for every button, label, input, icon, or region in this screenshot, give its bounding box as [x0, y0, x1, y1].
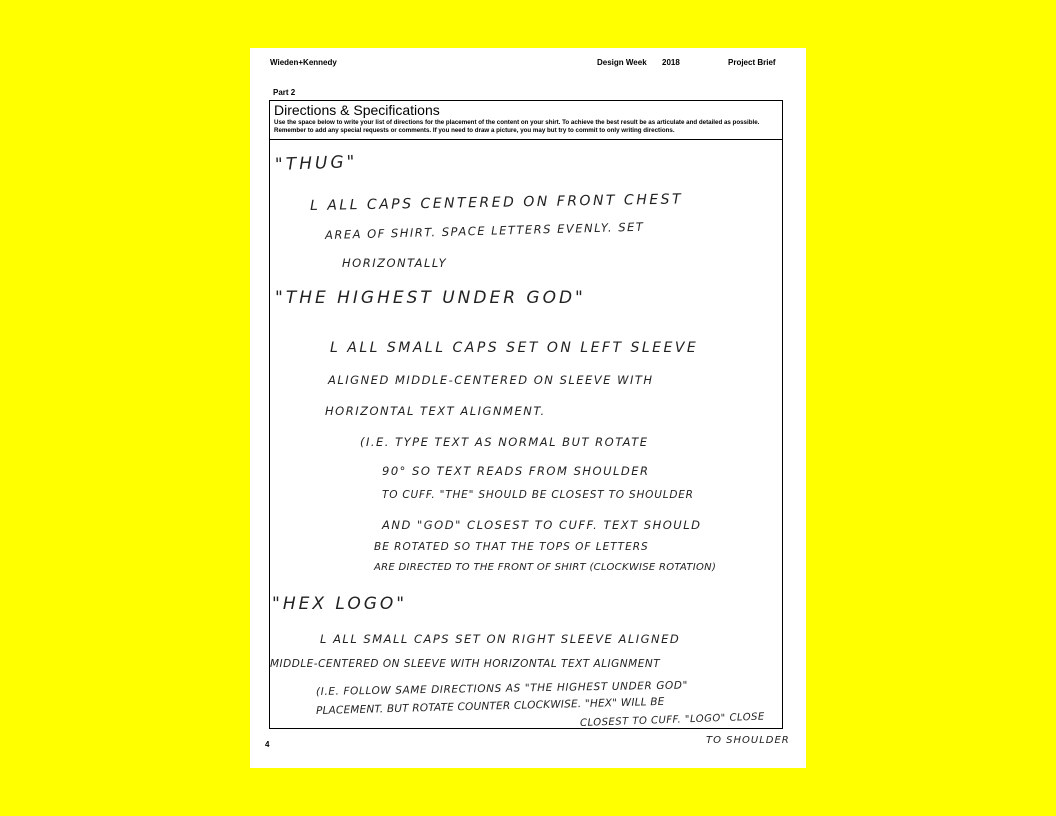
handwritten-line: ALIGNED MIDDLE-CENTERED ON SLEEVE WITH: [328, 373, 654, 387]
section-instructions: Use the space below to write your list of directions for the placement of the content on your shirt. To achieve the best result be as articulate and detailed as possible. Remember to add any special requests or comments. If you need to draw a picture, you may but try to commit to only writing directions.: [274, 119, 760, 134]
handwritten-line: TO SHOULDER: [706, 735, 790, 746]
handwritten-line: PLACEMENT. BUT ROTATE COUNTER CLOCKWISE. "HEX" WILL BE: [315, 695, 665, 717]
handwritten-line: "HEX LOGO": [272, 594, 408, 614]
handwritten-line: 90° SO TEXT READS FROM SHOULDER: [382, 464, 650, 478]
handwritten-line: (I.E. TYPE TEXT AS NORMAL BUT ROTATE: [360, 435, 649, 449]
handwritten-line: CLOSEST TO CUFF. "LOGO" CLOSE: [579, 711, 765, 729]
handwritten-line: ARE DIRECTED TO THE FRONT OF SHIRT (CLOCKWISE ROTATION): [374, 562, 717, 573]
directions-box: [269, 100, 783, 729]
event-year: 2018: [662, 58, 680, 67]
handwritten-line: AND "GOD" CLOSEST TO CUFF. TEXT SHOULD: [382, 518, 702, 532]
directions-header: [270, 101, 782, 140]
handwritten-line: HORIZONTAL TEXT ALIGNMENT.: [325, 404, 546, 418]
handwritten-line: L ALL SMALL CAPS SET ON LEFT SLEEVE: [330, 340, 699, 356]
handwritten-line: HORIZONTALLY: [342, 256, 448, 270]
handwritten-line: L ALL CAPS CENTERED ON FRONT CHEST: [309, 191, 684, 214]
handwritten-line: TO CUFF. "THE" SHOULD BE CLOSEST TO SHOULDER: [382, 489, 694, 501]
event-name: Design Week: [597, 58, 647, 67]
brief-page: [250, 48, 806, 768]
section-title: Directions & Specifications: [274, 102, 440, 118]
handwritten-line: BE ROTATED SO THAT THE TOPS OF LETTERS: [374, 541, 649, 553]
handwritten-line: "THE HIGHEST UNDER GOD": [275, 288, 586, 308]
handwritten-line: MIDDLE-CENTERED ON SLEEVE WITH HORIZONTAL TEXT ALIGNMENT: [270, 658, 661, 670]
handwritten-line: "THUG": [274, 152, 358, 175]
handwritten-line: L ALL SMALL CAPS SET ON RIGHT SLEEVE ALIGNED: [320, 632, 681, 646]
document-type: Project Brief: [728, 58, 776, 67]
part-label: Part 2: [273, 88, 296, 97]
handwritten-line: AREA OF SHIRT. SPACE LETTERS EVENLY. SET: [324, 219, 645, 242]
brand-name: Wieden+Kennedy: [270, 58, 337, 67]
handwritten-line: (I.E. FOLLOW SAME DIRECTIONS AS "THE HIGHEST UNDER GOD": [315, 679, 689, 698]
page-number: 4: [265, 740, 270, 749]
